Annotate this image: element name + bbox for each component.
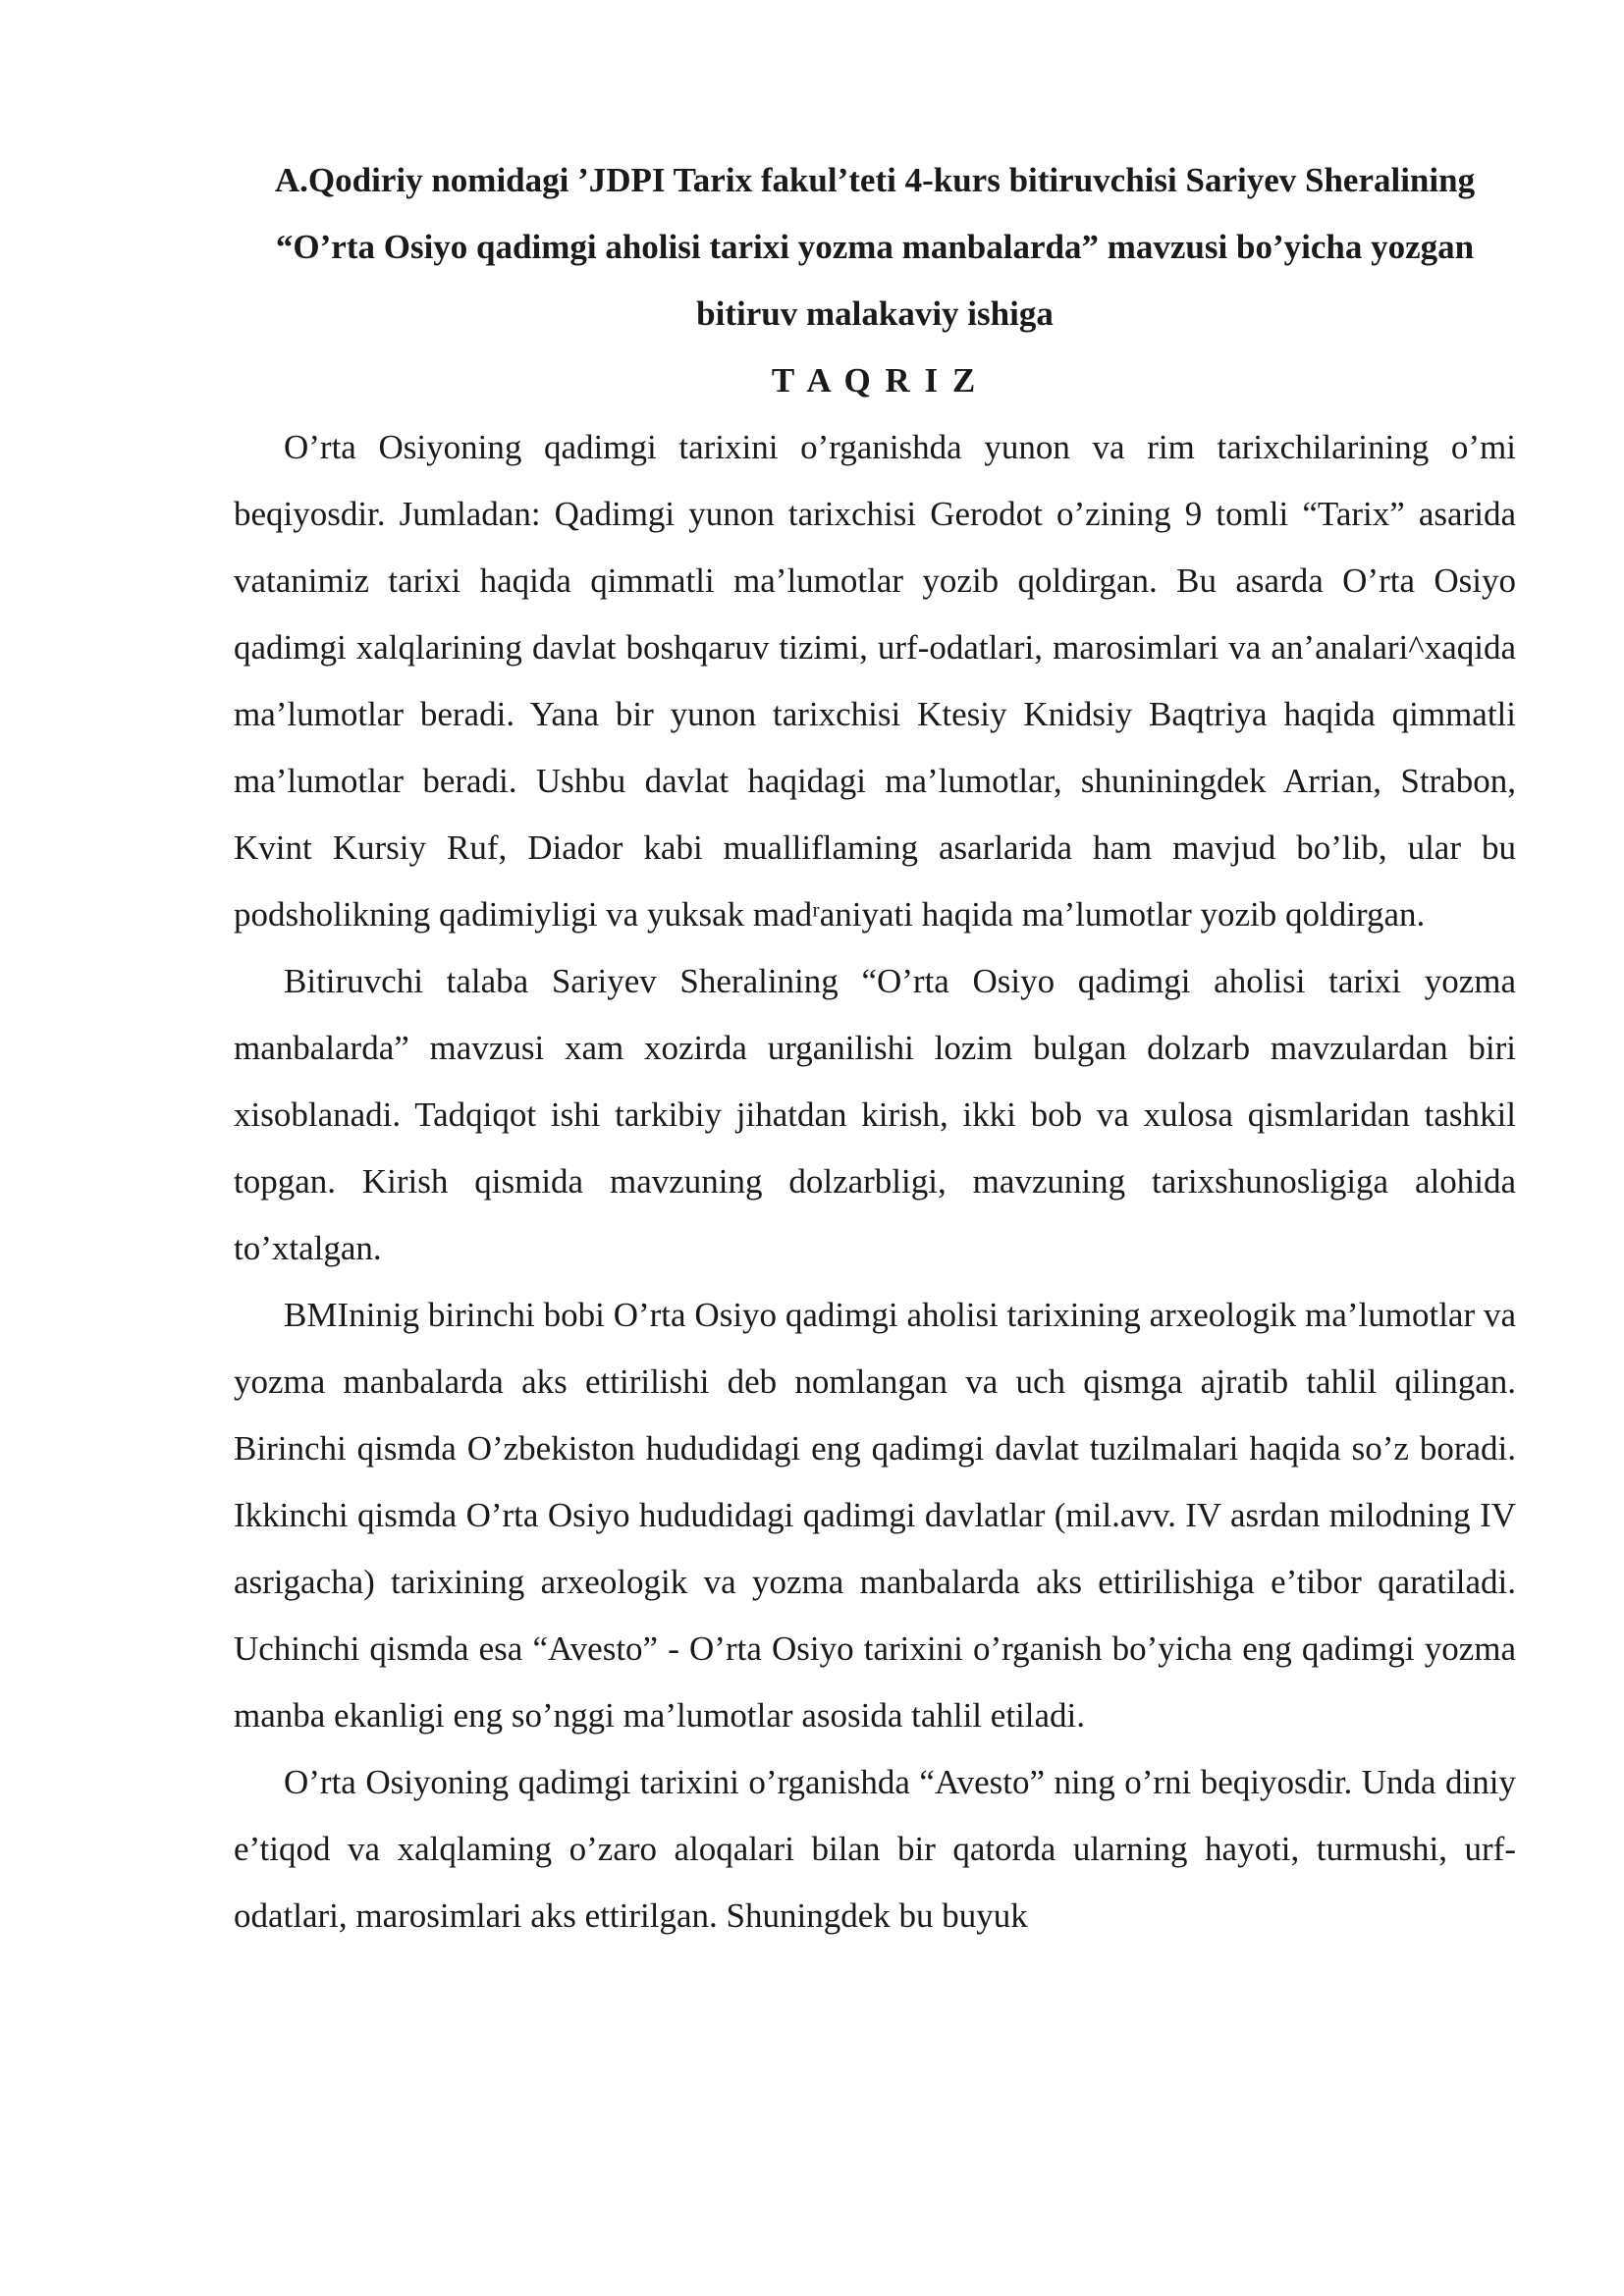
paragraph-4: O’rta Osiyoning qadimgi tarixini o’rganishda “Avesto” ning o’rni beqiyosdir. Unda diniy e’tiqod va xalqlaming o’zaro aloqalari bilan bir qatorda ularning hayoti, turmushi, urf-odatlari, marosimlari aks ettirilgan. Shuningdek bu buyuk xyxy=(234,1763,1516,1935)
document-body xyxy=(234,147,1516,1949)
paragraph-2: Bitiruvchi talaba Sariyev Sheralining “O’rta Osiyo qadimgi aholisi tarixi yozma manbalarda” mavzusi xam xozirda urganilishi lozim bulgan dolzarb mavzulardan biri xisoblanadi. Tadqiqot ishi tarkibiy jihatdan kirish, ikki bob va xulosa qismlaridan tashkil topgan. Kirish qismida mavzuning dolzarbligi, mavzuning tarixshunosligiga alohida to’xtalgan. xyxy=(234,962,1516,1267)
document-heading: A.Qodiriy nomidagi ’JDPI Tarix fakul’teti 4-kurs bitiruvchisi Sariyev Sheralining “O’rta Osiyo qadimgi aholisi tarixi yozma manbalarda” mavzusi bo’yicha yozgan bitiruv malakaviy ishiga xyxy=(274,161,1476,333)
document-subheading: T A Q R I Z xyxy=(771,361,979,400)
paragraph-3: BMIninig birinchi bobi O’rta Osiyo qadimgi aholisi tarixining arxeologik ma’lumotlar va yozma manbalarda aks ettirilishi deb nomlangan va uch qismga ajratib tahlil qilingan. Birinchi qismda O’zbekiston hududidagi eng qadimgi davlat tuzilmalari haqida so’z boradi. Ikkinchi qismda O’rta Osiyo hududidagi qadimgi davlatlar (mil.avv. IV asrdan milodning IV asrigacha) tarixining arxeologik va yozma manbalarda aks ettirilishiga e’tibor qaratiladi. Uchinchi qismda esa “Avesto” - O’rta Osiyo tarixini o’rganish bo’yicha eng qadimgi yozma manba ekanligi eng so’nggi ma’lumotlar asosida tahlil etiladi. xyxy=(234,1296,1516,1735)
paragraph-1: O’rta Osiyoning qadimgi tarixini o’rganishda yunon va rim tarixchilarining o’mi beqiyosdir. Jumladan: Qadimgi yunon tarixchisi Gerodot o’zining 9 tomli “Tarix” asarida vatanimiz tarixi haqida qimmatli ma’lumotlar yozib qoldirgan. Bu asarda O’rta Osiyo qadimgi xalqlarining davlat boshqaruv tizimi, urf-odatlari, marosimlari va an’analari^xaqida ma’lumotlar beradi. Yana bir yunon tarixchisi Ktesiy Knidsiy Baqtriya haqida qimmatli ma’lumotlar beradi. Ushbu davlat haqidagi ma’lumotlar, shuniningdek Arrian, Strabon, Kvint Kursiy Ruf, Diador kabi mualliflaming asarlarida ham mavjud bo’lib, ular bu podsholikning qadimiyligi va yuksak madʳaniyati haqida ma’lumotlar yozib qoldirgan. xyxy=(234,428,1516,934)
